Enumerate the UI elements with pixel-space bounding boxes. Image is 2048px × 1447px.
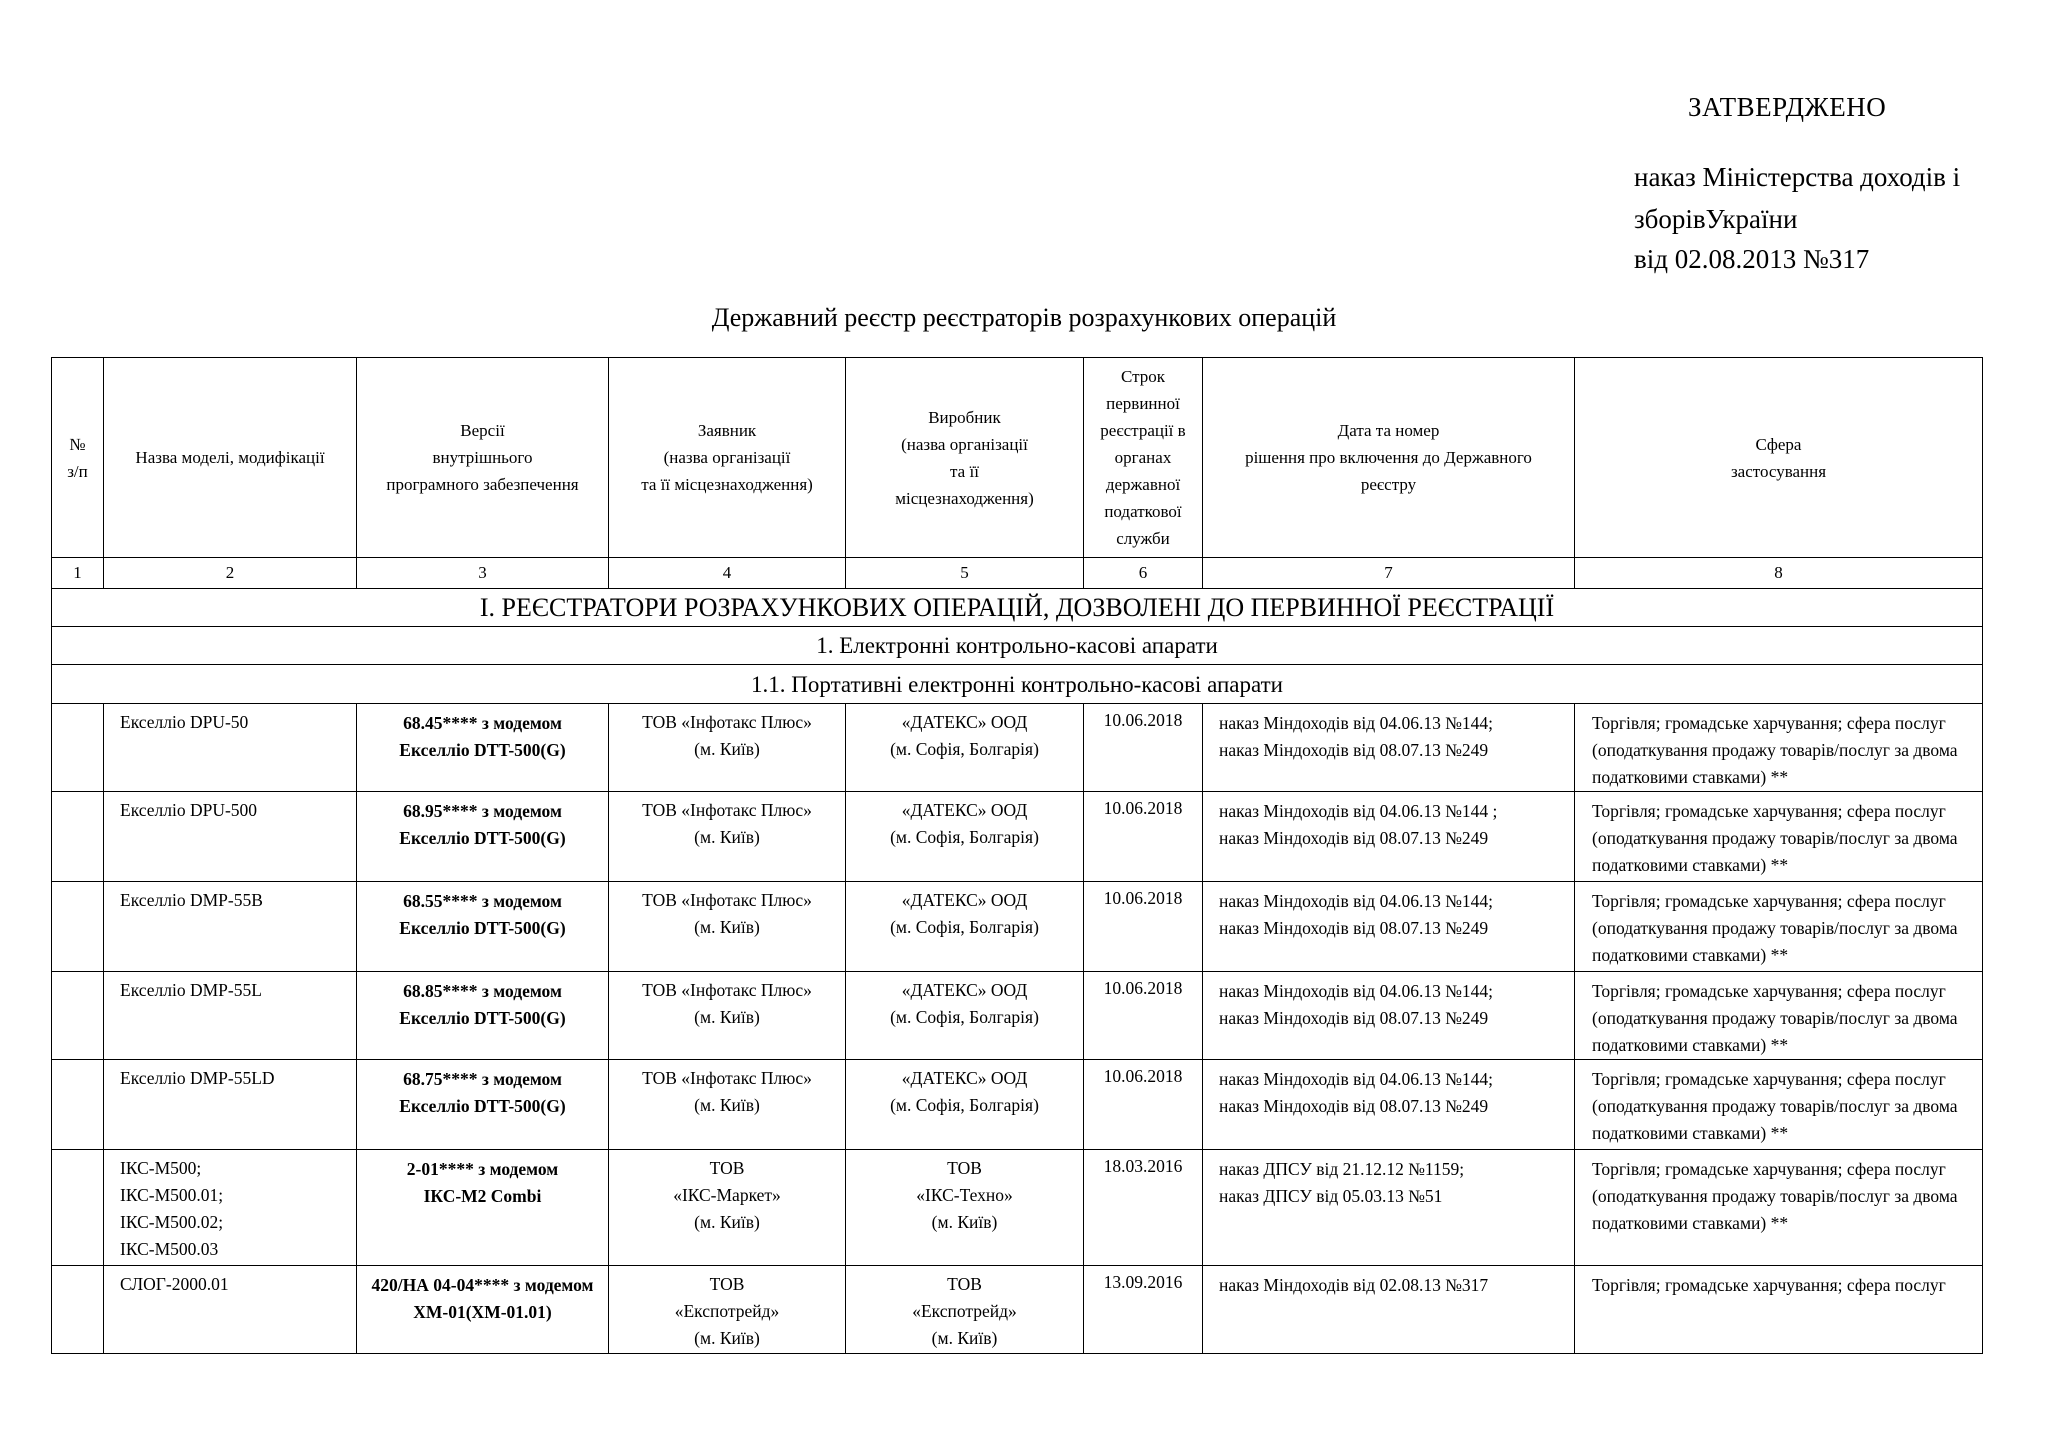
manufacturer-line: (м. Софія, Болгарія) — [890, 917, 1039, 937]
applicant-line: ТОВ «Інфотакс Плюс» — [642, 1068, 812, 1088]
model-cell — [104, 1060, 357, 1150]
approval-stamp-title: ЗАТВЕРДЖЕНО — [1688, 92, 1887, 122]
sphere-cell — [1575, 972, 1983, 1060]
applicant-line: ТОВ «Інфотакс Плюс» — [642, 980, 812, 1000]
applicant-line: «ІКС-Маркет» — [673, 1185, 781, 1205]
decision-line: наказ Міндоходів від 04.06.13 №144 ; — [1219, 801, 1498, 821]
applicant-cell — [609, 1150, 846, 1266]
software-version-line: 68.95**** з модемом — [403, 801, 562, 821]
header-line: органах — [1114, 448, 1172, 467]
applicant-line: ТОВ — [709, 1274, 745, 1294]
table-row — [52, 792, 1983, 882]
manufacturer-line: «ДАТЕКС» ООД — [901, 890, 1028, 910]
decision-line: наказ Міндоходів від 08.07.13 №249 — [1219, 1096, 1489, 1116]
software-version-line: Екселліо DTT-500(G) — [399, 828, 566, 848]
column-number: 4 — [609, 558, 846, 589]
manufacturer-line: «ІКС-Техно» — [916, 1185, 1013, 1205]
registration-term-cell: 10.06.2018 — [1084, 972, 1203, 1060]
decision-line: наказ ДПСУ від 21.12.12 №1159; — [1219, 1159, 1465, 1179]
column-number: 8 — [1575, 558, 1983, 589]
manufacturer-line: ТОВ — [947, 1158, 982, 1178]
header-line: (назва організації — [901, 434, 1028, 454]
table-row — [52, 972, 1983, 1060]
software-version-cell — [357, 972, 609, 1060]
applicant-line: «Експотрейд» — [674, 1301, 780, 1321]
model-cell — [104, 1150, 357, 1266]
row-number-cell — [52, 1060, 104, 1150]
applicant-line: (м. Київ) — [694, 1095, 760, 1115]
decision-line: наказ Міндоходів від 04.06.13 №144; — [1219, 891, 1494, 911]
software-version-line: Екселліо DTT-500(G) — [399, 1096, 566, 1116]
table-row — [52, 1150, 1983, 1266]
software-version-line: Екселліо DTT-500(G) — [399, 1008, 566, 1028]
software-version-cell — [357, 792, 609, 882]
decision-cell — [1203, 882, 1575, 972]
model-line: Екселліо DMP-55B — [120, 890, 263, 910]
column-number: 2 — [104, 558, 357, 589]
column-number: 3 — [357, 558, 609, 589]
column-number: 6 — [1084, 558, 1203, 589]
registration-term-cell: 18.03.2016 — [1084, 1150, 1203, 1266]
model-cell — [104, 704, 357, 792]
column-number-row — [52, 558, 1983, 589]
header-line: служби — [1116, 529, 1170, 548]
model-line: Екселліо DMP-55L — [120, 980, 262, 1000]
model-cell — [104, 972, 357, 1060]
applicant-line: ТОВ «Інфотакс Плюс» — [642, 800, 812, 820]
header-line: Версії — [460, 421, 505, 440]
col-header-no — [52, 358, 104, 558]
software-version-line: 420/НА 04-04**** з модемом — [371, 1275, 594, 1295]
header-line: Строк — [1120, 367, 1165, 386]
table-row — [52, 882, 1983, 972]
sphere-line: Торгівля; громадське харчування; сфера послуг — [1592, 713, 1946, 733]
header-line: реєстрації в — [1100, 421, 1186, 440]
registration-term-cell: 10.06.2018 — [1084, 1060, 1203, 1150]
subsubsection-heading-row — [52, 665, 1983, 704]
col-header-decision — [1203, 358, 1575, 558]
model-line: ІКС-М500.02; — [120, 1212, 224, 1232]
manufacturer-line: ТОВ — [947, 1274, 982, 1294]
applicant-line: (м. Київ) — [694, 739, 760, 759]
column-number: 5 — [846, 558, 1084, 589]
header-line: № — [69, 434, 86, 454]
table-row — [52, 1060, 1983, 1150]
table-row — [52, 704, 1983, 792]
applicant-cell — [609, 1060, 846, 1150]
manufacturer-cell — [846, 972, 1084, 1060]
applicant-line: (м. Київ) — [694, 827, 760, 847]
decision-line: наказ Міндоходів від 08.07.13 №249 — [1219, 828, 1489, 848]
sphere-line: (оподаткування продажу товарів/послуг за двома — [1592, 1186, 1958, 1206]
decision-cell — [1203, 1266, 1575, 1354]
header-line: первинної — [1106, 394, 1180, 413]
header-line: Дата та номер — [1337, 421, 1440, 440]
decision-line: наказ Міндоходів від 04.06.13 №144; — [1219, 713, 1494, 733]
order-line-2: зборівУкраїни — [1634, 204, 1798, 234]
section-heading-row — [52, 589, 1983, 627]
applicant-line: (м. Київ) — [694, 917, 760, 937]
column-number: 7 — [1203, 558, 1575, 589]
header-line: Заявник — [697, 421, 757, 440]
manufacturer-line: (м. Софія, Болгарія) — [890, 1007, 1039, 1027]
row-number-cell — [52, 972, 104, 1060]
decision-cell — [1203, 792, 1575, 882]
header-line: (назва організації — [663, 448, 791, 467]
sphere-line: податковими ставками) ** — [1592, 767, 1789, 787]
sphere-line: (оподаткування продажу товарів/послуг за двома — [1592, 740, 1958, 760]
model-line: СЛОГ-2000.01 — [120, 1274, 229, 1294]
manufacturer-cell — [846, 704, 1084, 792]
header-line: програмного забезпечення — [386, 475, 579, 494]
applicant-line: (м. Київ) — [694, 1007, 760, 1027]
decision-cell — [1203, 1150, 1575, 1266]
header-line: місцезнаходження) — [895, 488, 1034, 508]
row-number-cell — [52, 882, 104, 972]
header-line: Виробник — [928, 407, 1001, 427]
software-version-line: 68.55**** з модемом — [403, 891, 562, 911]
sphere-line: податковими ставками) ** — [1592, 1123, 1789, 1143]
header-line: та її — [950, 461, 979, 481]
model-line: ІКС-М500; — [120, 1158, 202, 1178]
decision-cell — [1203, 1060, 1575, 1150]
model-cell — [104, 882, 357, 972]
registration-term-cell: 10.06.2018 — [1084, 704, 1203, 792]
applicant-cell — [609, 792, 846, 882]
section-heading: І. РЕЄСТРАТОРИ РОЗРАХУНКОВИХ ОПЕРАЦІЙ, ДОЗВОЛЕНІ ДО ПЕРВИННОЇ РЕЄСТРАЦІЇ — [52, 589, 1983, 627]
row-number-cell — [52, 1266, 104, 1354]
sphere-line: податковими ставками) ** — [1592, 855, 1789, 875]
sphere-line: податковими ставками) ** — [1592, 945, 1789, 965]
row-number-cell — [52, 704, 104, 792]
manufacturer-cell — [846, 1150, 1084, 1266]
sphere-cell — [1575, 882, 1983, 972]
model-line: Екселліо DMP-55LD — [120, 1068, 275, 1088]
sphere-cell — [1575, 1060, 1983, 1150]
col-header-sphere — [1575, 358, 1983, 558]
sphere-line: Торгівля; громадське харчування; сфера послуг — [1592, 891, 1946, 911]
software-version-line: 68.45**** з модемом — [403, 713, 562, 733]
software-version-line: 2-01**** з модемом — [406, 1159, 559, 1179]
manufacturer-cell — [846, 792, 1084, 882]
order-line-3: від 02.08.2013 №317 — [1634, 244, 1870, 274]
registration-term-cell: 10.06.2018 — [1084, 882, 1203, 972]
col-header-applicant — [609, 358, 846, 558]
sphere-line: Торгівля; громадське харчування; сфера послуг — [1592, 1159, 1946, 1179]
header-line: рішення про включення до Державного — [1245, 448, 1532, 467]
manufacturer-line: «ДАТЕКС» ООД — [901, 712, 1028, 732]
header-line: з/п — [67, 461, 88, 481]
sphere-line: (оподаткування продажу товарів/послуг за двома — [1592, 918, 1958, 938]
model-line: Екселліо DPU-500 — [120, 800, 258, 820]
software-version-line: 68.85**** з модемом — [403, 981, 562, 1001]
decision-line: наказ ДПСУ від 05.03.13 №51 — [1219, 1186, 1443, 1206]
applicant-cell — [609, 1266, 846, 1354]
registration-term-cell: 13.09.2016 — [1084, 1266, 1203, 1354]
header-row — [52, 358, 1983, 558]
manufacturer-cell — [846, 1060, 1084, 1150]
software-version-cell — [357, 704, 609, 792]
sphere-line: Торгівля; громадське харчування; сфера послуг — [1592, 801, 1946, 821]
decision-cell — [1203, 704, 1575, 792]
software-version-cell — [357, 1060, 609, 1150]
sphere-line: податковими ставками) ** — [1592, 1213, 1789, 1233]
subsection-heading: 1. Електронні контрольно-касові апарати — [52, 627, 1983, 665]
subsubsection-heading: 1.1. Портативні електронні контрольно-касові апарати — [52, 665, 1983, 704]
software-version-line: ІКС-М2 Combi — [423, 1186, 542, 1206]
applicant-cell — [609, 882, 846, 972]
manufacturer-line: (м. Київ) — [931, 1328, 998, 1348]
decision-line: наказ Міндоходів від 08.07.13 №249 — [1219, 918, 1489, 938]
applicant-line: ТОВ «Інфотакс Плюс» — [642, 712, 812, 732]
header-line: податкової — [1104, 502, 1182, 521]
col-header-software — [357, 358, 609, 558]
manufacturer-line: (м. Софія, Болгарія) — [890, 739, 1039, 759]
col-header-model — [104, 358, 357, 558]
manufacturer-cell — [846, 882, 1084, 972]
software-version-cell — [357, 1266, 609, 1354]
manufacturer-line: (м. Софія, Болгарія) — [890, 1095, 1039, 1115]
sphere-cell — [1575, 792, 1983, 882]
applicant-line: (м. Київ) — [694, 1328, 760, 1348]
model-cell — [104, 1266, 357, 1354]
header-line: внутрішнього — [432, 448, 533, 467]
sphere-line: (оподаткування продажу товарів/послуг за двома — [1592, 1008, 1958, 1028]
decision-line: наказ Міндоходів від 04.06.13 №144; — [1219, 1069, 1494, 1089]
header-line: реєстру — [1360, 475, 1417, 494]
sphere-line: податковими ставками) ** — [1592, 1035, 1789, 1055]
model-line: ІКС-М500.01; — [120, 1185, 224, 1205]
sphere-line: Торгівля; громадське харчування; сфера послуг — [1592, 1275, 1946, 1295]
col-header-term — [1084, 358, 1203, 558]
table-row — [52, 1266, 1983, 1354]
row-number-cell — [52, 792, 104, 882]
software-version-line: ХМ-01(ХМ-01.01) — [413, 1302, 552, 1322]
applicant-cell — [609, 704, 846, 792]
applicant-line: ТОВ «Інфотакс Плюс» — [642, 890, 812, 910]
manufacturer-line: (м. Київ) — [931, 1212, 998, 1232]
document-title: Державний реєстр реєстраторів розрахункових операцій — [711, 303, 1337, 332]
sphere-line: Торгівля; громадське харчування; сфера послуг — [1592, 981, 1946, 1001]
model-line: ІКС-М500.03 — [120, 1239, 219, 1259]
header-line: державної — [1105, 475, 1181, 494]
applicant-cell — [609, 972, 846, 1060]
order-line-1: наказ Міністерства доходів і — [1634, 162, 1961, 192]
registry-table — [51, 357, 1983, 1354]
manufacturer-line: «ДАТЕКС» ООД — [901, 980, 1028, 1000]
software-version-line: 68.75**** з модемом — [403, 1069, 562, 1089]
sphere-cell — [1575, 704, 1983, 792]
header-line: та її місцезнаходження) — [641, 475, 813, 494]
decision-line: наказ Міндоходів від 08.07.13 №249 — [1219, 740, 1489, 760]
sphere-line: Торгівля; громадське харчування; сфера послуг — [1592, 1069, 1946, 1089]
manufacturer-line: «ДАТЕКС» ООД — [901, 800, 1028, 820]
manufacturer-cell — [846, 1266, 1084, 1354]
registration-term-cell: 10.06.2018 — [1084, 792, 1203, 882]
manufacturer-line: «ДАТЕКС» ООД — [901, 1068, 1028, 1088]
software-version-cell — [357, 882, 609, 972]
row-number-cell — [52, 1150, 104, 1266]
decision-cell — [1203, 972, 1575, 1060]
model-line: Екселліо DPU-50 — [120, 712, 249, 732]
sphere-line: (оподаткування продажу товарів/послуг за двома — [1592, 828, 1958, 848]
manufacturer-line: (м. Софія, Болгарія) — [890, 827, 1039, 847]
column-number: 1 — [52, 558, 104, 589]
software-version-line: Екселліо DTT-500(G) — [399, 740, 566, 760]
applicant-line: (м. Київ) — [694, 1212, 760, 1232]
model-cell — [104, 792, 357, 882]
decision-line: наказ Міндоходів від 04.06.13 №144; — [1219, 981, 1494, 1001]
header-line: Сфера — [1755, 434, 1802, 454]
header-line: застосування — [1730, 461, 1827, 481]
col-header-manufacturer — [846, 358, 1084, 558]
software-version-line: Екселліо DTT-500(G) — [399, 918, 566, 938]
applicant-line: ТОВ — [709, 1158, 745, 1178]
sphere-cell — [1575, 1150, 1983, 1266]
subsection-heading-row — [52, 627, 1983, 665]
sphere-line: (оподаткування продажу товарів/послуг за двома — [1592, 1096, 1958, 1116]
decision-line: наказ Міндоходів від 08.07.13 №249 — [1219, 1008, 1489, 1028]
software-version-cell — [357, 1150, 609, 1266]
manufacturer-line: «Експотрейд» — [912, 1301, 1017, 1321]
header-line: Назва моделі, модифікації — [135, 448, 325, 467]
sphere-cell — [1575, 1266, 1983, 1354]
decision-line: наказ Міндоходів від 02.08.13 №317 — [1219, 1275, 1489, 1295]
